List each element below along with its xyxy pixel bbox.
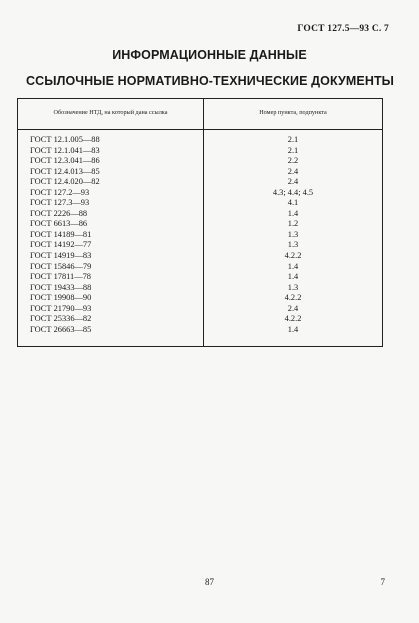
- document-designation: ГОСТ 21790—93: [30, 303, 92, 313]
- document-designation: ГОСТ 25336—82: [30, 314, 92, 324]
- table-header-row: [18, 99, 382, 130]
- document-designation: ГОСТ 12.3.041—86: [30, 156, 100, 166]
- table-row: [18, 167, 382, 178]
- document-designation: ГОСТ 127.3—93: [30, 198, 90, 208]
- clause-number: 4.3; 4.4; 4.5: [272, 187, 314, 197]
- clause-number: 4.2.2: [284, 293, 302, 303]
- table-row: [18, 219, 382, 230]
- table-row: [18, 198, 382, 209]
- document-designation: ГОСТ 14192—77: [30, 240, 92, 250]
- document-designation: ГОСТ 19433—88: [30, 282, 92, 292]
- table-row: [18, 177, 382, 188]
- clause-number: 2.4: [287, 177, 299, 187]
- standard-reference-header: ГОСТ 127.5—93 С. 7: [297, 24, 389, 34]
- table-row: [18, 146, 382, 157]
- document-designation: ГОСТ 127.2—93: [30, 187, 90, 197]
- clause-number: 1.4: [287, 261, 299, 271]
- table-row: [18, 209, 382, 220]
- table-row: [18, 251, 382, 262]
- document-designation: ГОСТ 19908—90: [30, 293, 92, 303]
- table-row: [18, 272, 382, 283]
- column-header-document: Обозначение НТД, на который дана ссылка: [53, 109, 168, 116]
- clause-number: 2.1: [287, 135, 299, 144]
- clause-number: 2.2: [287, 156, 299, 166]
- document-designation: ГОСТ 17811—78: [30, 272, 91, 282]
- table-row: [18, 230, 382, 241]
- document-designation: ГОСТ 2226—88: [30, 208, 88, 218]
- clause-number: 2.1: [287, 145, 299, 155]
- document-designation: ГОСТ 14189—81: [30, 229, 92, 239]
- table-row: [18, 293, 382, 304]
- document-designation: ГОСТ 6613—86: [30, 219, 88, 229]
- document-designation: ГОСТ 12.1.041—83: [30, 145, 100, 155]
- document-designation: ГОСТ 12.4.020—82: [30, 177, 100, 187]
- table-row: [18, 325, 382, 336]
- clause-number: 2.4: [287, 303, 299, 313]
- table-row: [18, 283, 382, 294]
- document-designation: ГОСТ 26663—85: [30, 324, 92, 334]
- page-number-center: 87: [205, 577, 214, 587]
- clause-number: 4.1: [287, 198, 299, 208]
- clause-number: 1.4: [287, 208, 299, 218]
- table-row: [18, 188, 382, 199]
- document-designation: ГОСТ 12.1.005—88: [30, 135, 100, 144]
- table-row: [18, 135, 382, 146]
- clause-number: 1.3: [287, 240, 299, 250]
- table-row: [18, 240, 382, 251]
- reference-documents-heading: ССЫЛОЧНЫЕ НОРМАТИВНО-ТЕХНИЧЕСКИЕ ДОКУМЕНТЫ: [25, 74, 395, 88]
- table-body: [18, 135, 382, 335]
- clause-number: 1.3: [287, 229, 299, 239]
- document-designation: ГОСТ 15846—79: [30, 261, 92, 271]
- clause-number: 2.4: [287, 166, 299, 176]
- clause-number: 4.2.2: [284, 251, 302, 261]
- clause-number: 1.4: [287, 324, 299, 334]
- clause-number: 1.3: [287, 282, 299, 292]
- table-row: [18, 304, 382, 315]
- reference-table: [17, 98, 383, 347]
- document-designation: ГОСТ 14919—83: [30, 251, 92, 261]
- table-row: [18, 262, 382, 273]
- page-number-right: 7: [380, 577, 385, 587]
- table-row: [18, 314, 382, 325]
- table-row: [18, 156, 382, 167]
- clause-number: 1.2: [287, 219, 299, 229]
- column-header-clause: Номер пункта, подпункта: [259, 109, 327, 116]
- info-data-heading: ИНФОРМАЦИОННЫЕ ДАННЫЕ: [112, 48, 307, 62]
- clause-number: 1.4: [287, 272, 299, 282]
- clause-number: 4.2.2: [284, 314, 302, 324]
- document-designation: ГОСТ 12.4.013—85: [30, 166, 100, 176]
